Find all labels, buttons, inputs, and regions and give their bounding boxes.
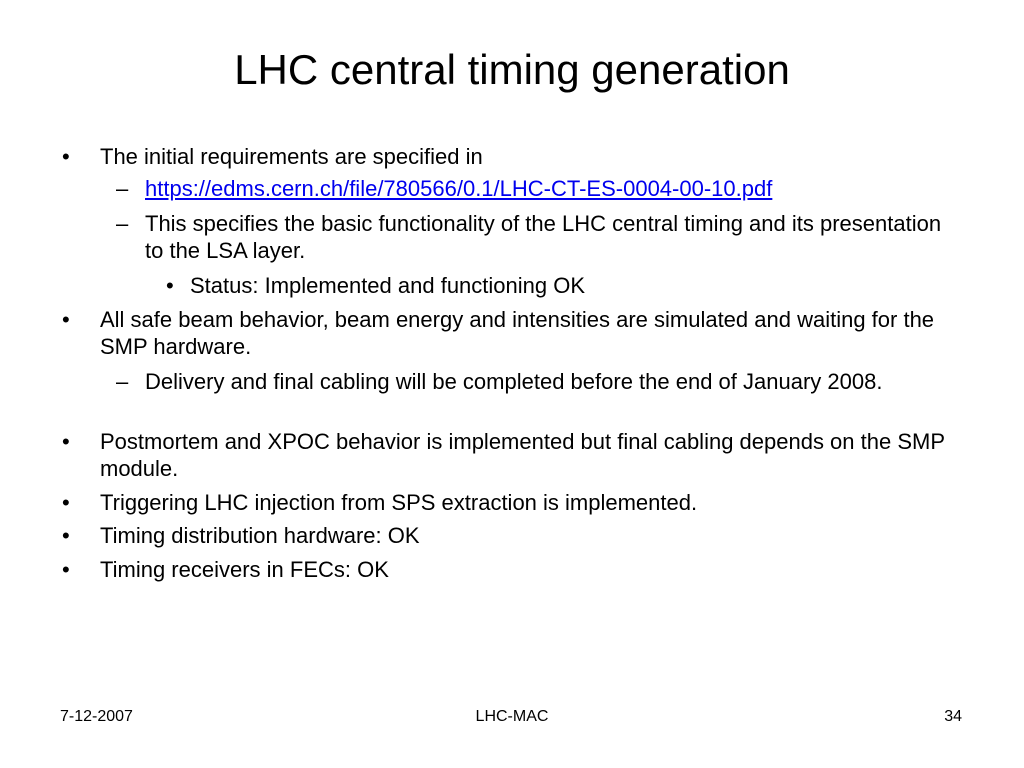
- sub-bullet-item: This specifies the basic functionality of the LHC central timing and its presentation to the LSA layer.: [145, 211, 942, 263]
- sub-bullet-item: Delivery and final cabling will be completed before the end of January 2008.: [145, 369, 883, 394]
- slide-title: LHC central timing generation: [234, 46, 790, 93]
- bullet-marker: •: [62, 144, 70, 169]
- bullet-item: All safe beam behavior, beam energy and intensities are simulated and waiting for the SMP hardware.: [100, 307, 935, 359]
- dash-marker: –: [116, 176, 129, 201]
- spec-document-link[interactable]: https://edms.cern.ch/file/780566/0.1/LHC-CT-ES-0004-00-10.pdf: [145, 176, 773, 201]
- dash-marker: –: [116, 369, 129, 394]
- page-number: 34: [944, 708, 962, 725]
- dash-marker: –: [116, 211, 129, 236]
- bullet-marker: •: [62, 523, 70, 548]
- bullet-marker: •: [62, 429, 70, 454]
- bullet-item: Timing distribution hardware: OK: [100, 523, 420, 548]
- bullet-marker: •: [62, 490, 70, 515]
- bullet-item: Postmortem and XPOC behavior is implemented but final cabling depends on the SMP module.: [100, 429, 945, 481]
- bullet-marker: •: [62, 307, 70, 332]
- small-bullet-marker: •: [166, 273, 174, 298]
- sub-sub-bullet-item: Status: Implemented and functioning OK: [190, 273, 586, 298]
- footer-event: LHC-MAC: [475, 708, 549, 725]
- bullet-item: The initial requirements are specified in: [100, 144, 483, 169]
- bullet-marker: •: [62, 557, 70, 582]
- footer-date: 7-12-2007: [60, 708, 133, 725]
- bullet-item: Timing receivers in FECs: OK: [100, 557, 389, 582]
- sub-bullet-item: [145, 175, 955, 202]
- bullet-item: Triggering LHC injection from SPS extraction is implemented.: [100, 490, 698, 515]
